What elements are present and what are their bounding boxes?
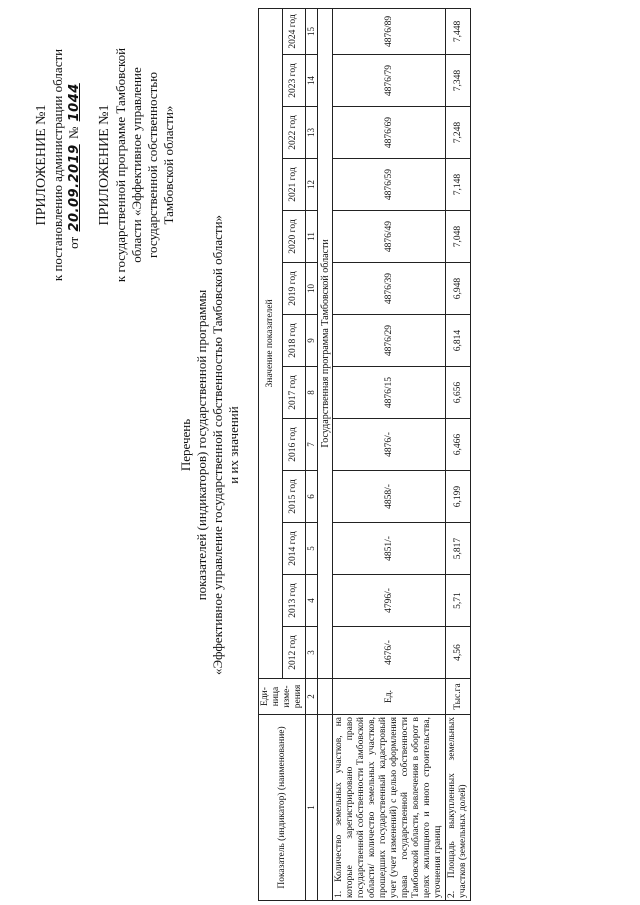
column-number: 15	[306, 8, 318, 54]
year-header: 2016 год	[282, 419, 306, 471]
year-header: 2022 год	[282, 107, 306, 159]
column-number: 12	[306, 159, 318, 211]
indicator-value: 6,199	[446, 471, 471, 523]
column-number: 14	[306, 55, 318, 107]
year-header: 2018 год	[282, 315, 306, 367]
indicator-value: 6,814	[446, 315, 471, 367]
program-reference-2: области «Эффективное управление	[129, 67, 144, 263]
program-row-blank	[318, 715, 333, 901]
indicator-value: 4876/49	[333, 211, 446, 263]
indicator-name: 2. Площадь выкупленных земельных участков (земельных долей)	[446, 715, 471, 901]
program-reference-4: Тамбовской области»	[161, 105, 176, 225]
year-header: 2014 год	[282, 523, 306, 575]
year-header: 2012 год	[282, 627, 306, 679]
column-number: 13	[306, 107, 318, 159]
year-header: 2021 год	[282, 159, 306, 211]
indicator-value: 4876/79	[333, 55, 446, 107]
indicator-value: 4851/-	[333, 523, 446, 575]
column-number: 2	[306, 679, 318, 715]
year-header: 2024 год	[282, 8, 306, 54]
header-unit: Еди-ница изме-рения	[259, 679, 306, 715]
column-number: 10	[306, 263, 318, 315]
year-header: 2015 год	[282, 471, 306, 523]
indicator-value: 7,448	[446, 8, 471, 54]
header-values: Значение показателей	[259, 8, 283, 678]
year-header: 2020 год	[282, 211, 306, 263]
year-header: 2019 год	[282, 263, 306, 315]
indicator-value: 5,71	[446, 575, 471, 627]
program-reference-1: к государственной программе Тамбовской	[113, 47, 128, 283]
indicator-value: 4876/39	[333, 263, 446, 315]
indicator-value: 6,656	[446, 367, 471, 419]
indicator-value: 4876/-	[333, 419, 446, 471]
indicator-value: 7,248	[446, 107, 471, 159]
program-title-cell: Государственная программа Тамбовской области	[318, 8, 333, 678]
resolution-date-number	[66, 15, 83, 315]
indicator-value: 6,466	[446, 419, 471, 471]
from-label: от	[66, 236, 81, 249]
resolution-number: 1044	[67, 83, 82, 122]
appendix-title: ПРИЛОЖЕНИЕ №1	[34, 104, 49, 226]
indicators-table	[258, 8, 471, 901]
column-numbers-row	[306, 8, 318, 900]
column-number: 5	[306, 523, 318, 575]
column-number: 8	[306, 367, 318, 419]
column-number: 11	[306, 211, 318, 263]
table-row	[333, 8, 446, 900]
year-header: 2023 год	[282, 55, 306, 107]
number-label: №	[66, 126, 81, 140]
title-line-2: показателей (индикаторов) государственной программы	[194, 289, 209, 601]
title-line-1: Перечень	[178, 418, 193, 472]
year-header: 2013 год	[282, 575, 306, 627]
program-reference-3: государственной собственностью	[145, 72, 160, 258]
column-number: 1	[306, 715, 318, 901]
indicator-value: 4876/29	[333, 315, 446, 367]
indicator-value: 7,148	[446, 159, 471, 211]
header-indicator-name: Показатель (индикатор) (наименование)	[259, 715, 306, 901]
indicator-value: 4876/89	[333, 8, 446, 54]
indicator-value: 4876/59	[333, 159, 446, 211]
column-number: 7	[306, 419, 318, 471]
indicator-unit: Ед.	[333, 679, 446, 715]
indicator-unit: Тыс.га	[446, 679, 471, 715]
indicator-value: 6,948	[446, 263, 471, 315]
indicator-value: 7,048	[446, 211, 471, 263]
indicator-value: 4676/-	[333, 627, 446, 679]
table-row	[446, 8, 471, 900]
resolution-reference: к постановлению администрации области	[50, 48, 65, 282]
year-header: 2017 год	[282, 367, 306, 419]
column-number: 3	[306, 627, 318, 679]
program-row-blank	[318, 679, 333, 715]
document-title	[178, 165, 242, 725]
resolution-date: 20.09.2019	[67, 144, 82, 232]
program-row	[318, 8, 333, 900]
indicator-value: 4796/-	[333, 575, 446, 627]
title-line-3: «Эффективное управление государственной собственностью Тамбовской области»	[210, 214, 225, 676]
column-number: 9	[306, 315, 318, 367]
program-appendix-title: ПРИЛОЖЕНИЕ №1	[97, 104, 112, 226]
indicator-value: 4858/-	[333, 471, 446, 523]
indicator-name: 1. Количество земельных участков, на которые зарегистрировано право государственной собственности Тамбовской области/ количество земельных участков, прошедших государственный кадастровый учет (учет изменений) с целью оформления права государственной собственности Тамбовской области, вовлечения в оборот в целях жилищного и иного строительства, уточнения границ	[333, 715, 446, 901]
indicator-value: 4,56	[446, 627, 471, 679]
column-number: 4	[306, 575, 318, 627]
indicator-value: 5,817	[446, 523, 471, 575]
indicator-value: 7,348	[446, 55, 471, 107]
indicator-value: 4876/69	[333, 107, 446, 159]
column-number: 6	[306, 471, 318, 523]
appendix-header	[34, 15, 177, 315]
title-line-4: и их значений	[226, 406, 241, 484]
indicator-value: 4876/15	[333, 367, 446, 419]
